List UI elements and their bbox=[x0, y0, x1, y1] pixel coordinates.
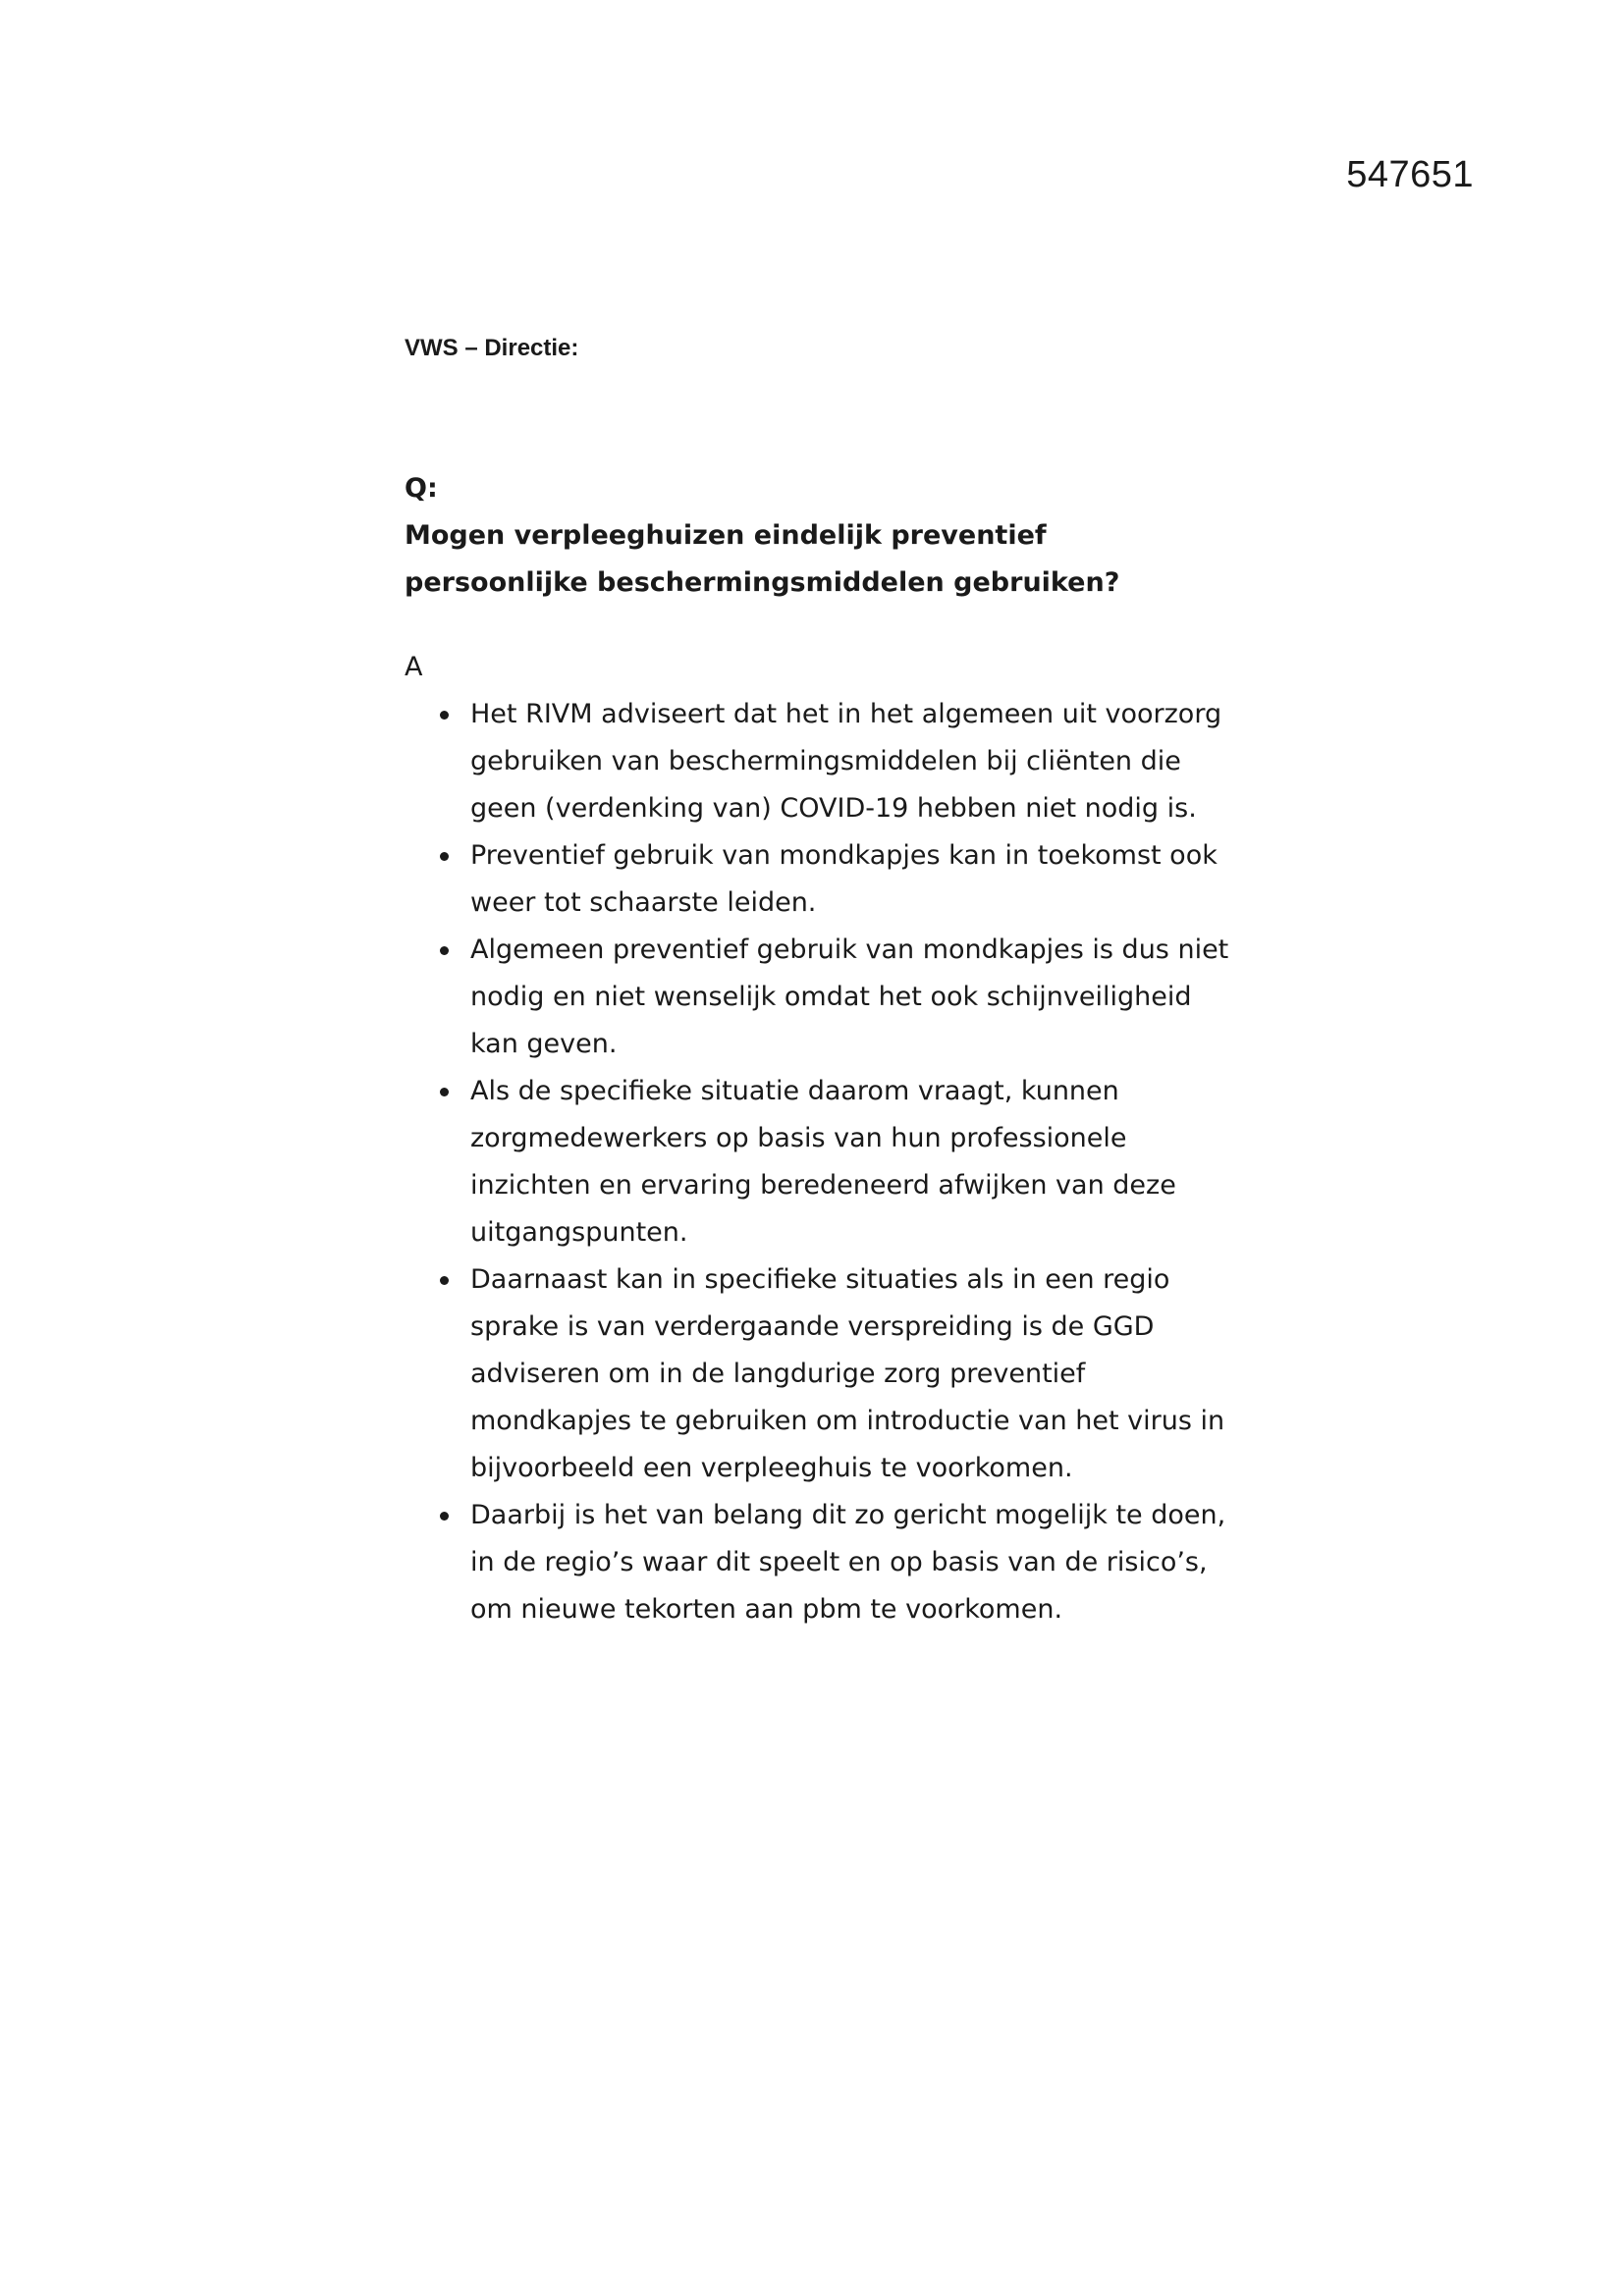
answer-item-text: Preventief gebruik van mondkapjes kan in toekomst ook weer tot schaarste leiden. bbox=[470, 840, 1218, 918]
bullet-icon bbox=[440, 1088, 449, 1096]
answer-item bbox=[405, 832, 1236, 927]
answer-item bbox=[405, 1256, 1236, 1492]
answer-item bbox=[405, 1068, 1236, 1256]
document-number: 547651 bbox=[1346, 154, 1474, 195]
answer-item bbox=[405, 927, 1236, 1068]
answer-item-text: Daarbij is het van belang dit zo gericht mogelijk te doen, in de regio’s waar dit speelt en op basis van de risico’s, om nieuwe tekorten aan pbm te voorkomen. bbox=[470, 1500, 1226, 1625]
question-label: Q: bbox=[405, 473, 438, 504]
answer-item-text: Daarnaast kan in specifieke situaties als in een regio sprake is van verdergaande verspreiding is de GGD adviseren om in de langdurige zorg preventief mondkapjes te gebruiken om introductie van het virus in bijvoorbeeld een verpleeghuis te voorkomen. bbox=[470, 1264, 1225, 1483]
answer-item-text: Het RIVM adviseert dat het in het algemeen uit voorzorg gebruiken van beschermingsmiddelen bij cliënten die geen (verdenking van) COVID-19 hebben niet nodig is. bbox=[470, 699, 1222, 824]
document-body bbox=[405, 334, 1288, 1633]
answer-item-text: Algemeen preventief gebruik van mondkapjes is dus niet nodig en niet wenselijk omdat het ook schijnveiligheid kan geven. bbox=[470, 934, 1229, 1059]
bullet-icon bbox=[440, 946, 449, 955]
bullet-icon bbox=[440, 1276, 449, 1285]
answer-label: A bbox=[405, 652, 423, 682]
bullet-icon bbox=[440, 1512, 449, 1521]
answer-item-text: Als de specifieke situatie daarom vraagt, kunnen zorgmedewerkers op basis van hun professionele inzichten en ervaring beredeneerd afwijken van deze uitgangspunten. bbox=[470, 1076, 1176, 1248]
answer-item bbox=[405, 1492, 1236, 1633]
bullet-icon bbox=[440, 711, 449, 720]
directie-label: VWS – Directie: bbox=[405, 335, 579, 361]
question-text: Mogen verpleeghuizen eindelijk preventief persoonlijke beschermingsmiddelen gebruiken? bbox=[405, 520, 1120, 598]
answer-item bbox=[405, 691, 1236, 832]
answer-list bbox=[405, 691, 1288, 1633]
bullet-icon bbox=[440, 852, 449, 861]
